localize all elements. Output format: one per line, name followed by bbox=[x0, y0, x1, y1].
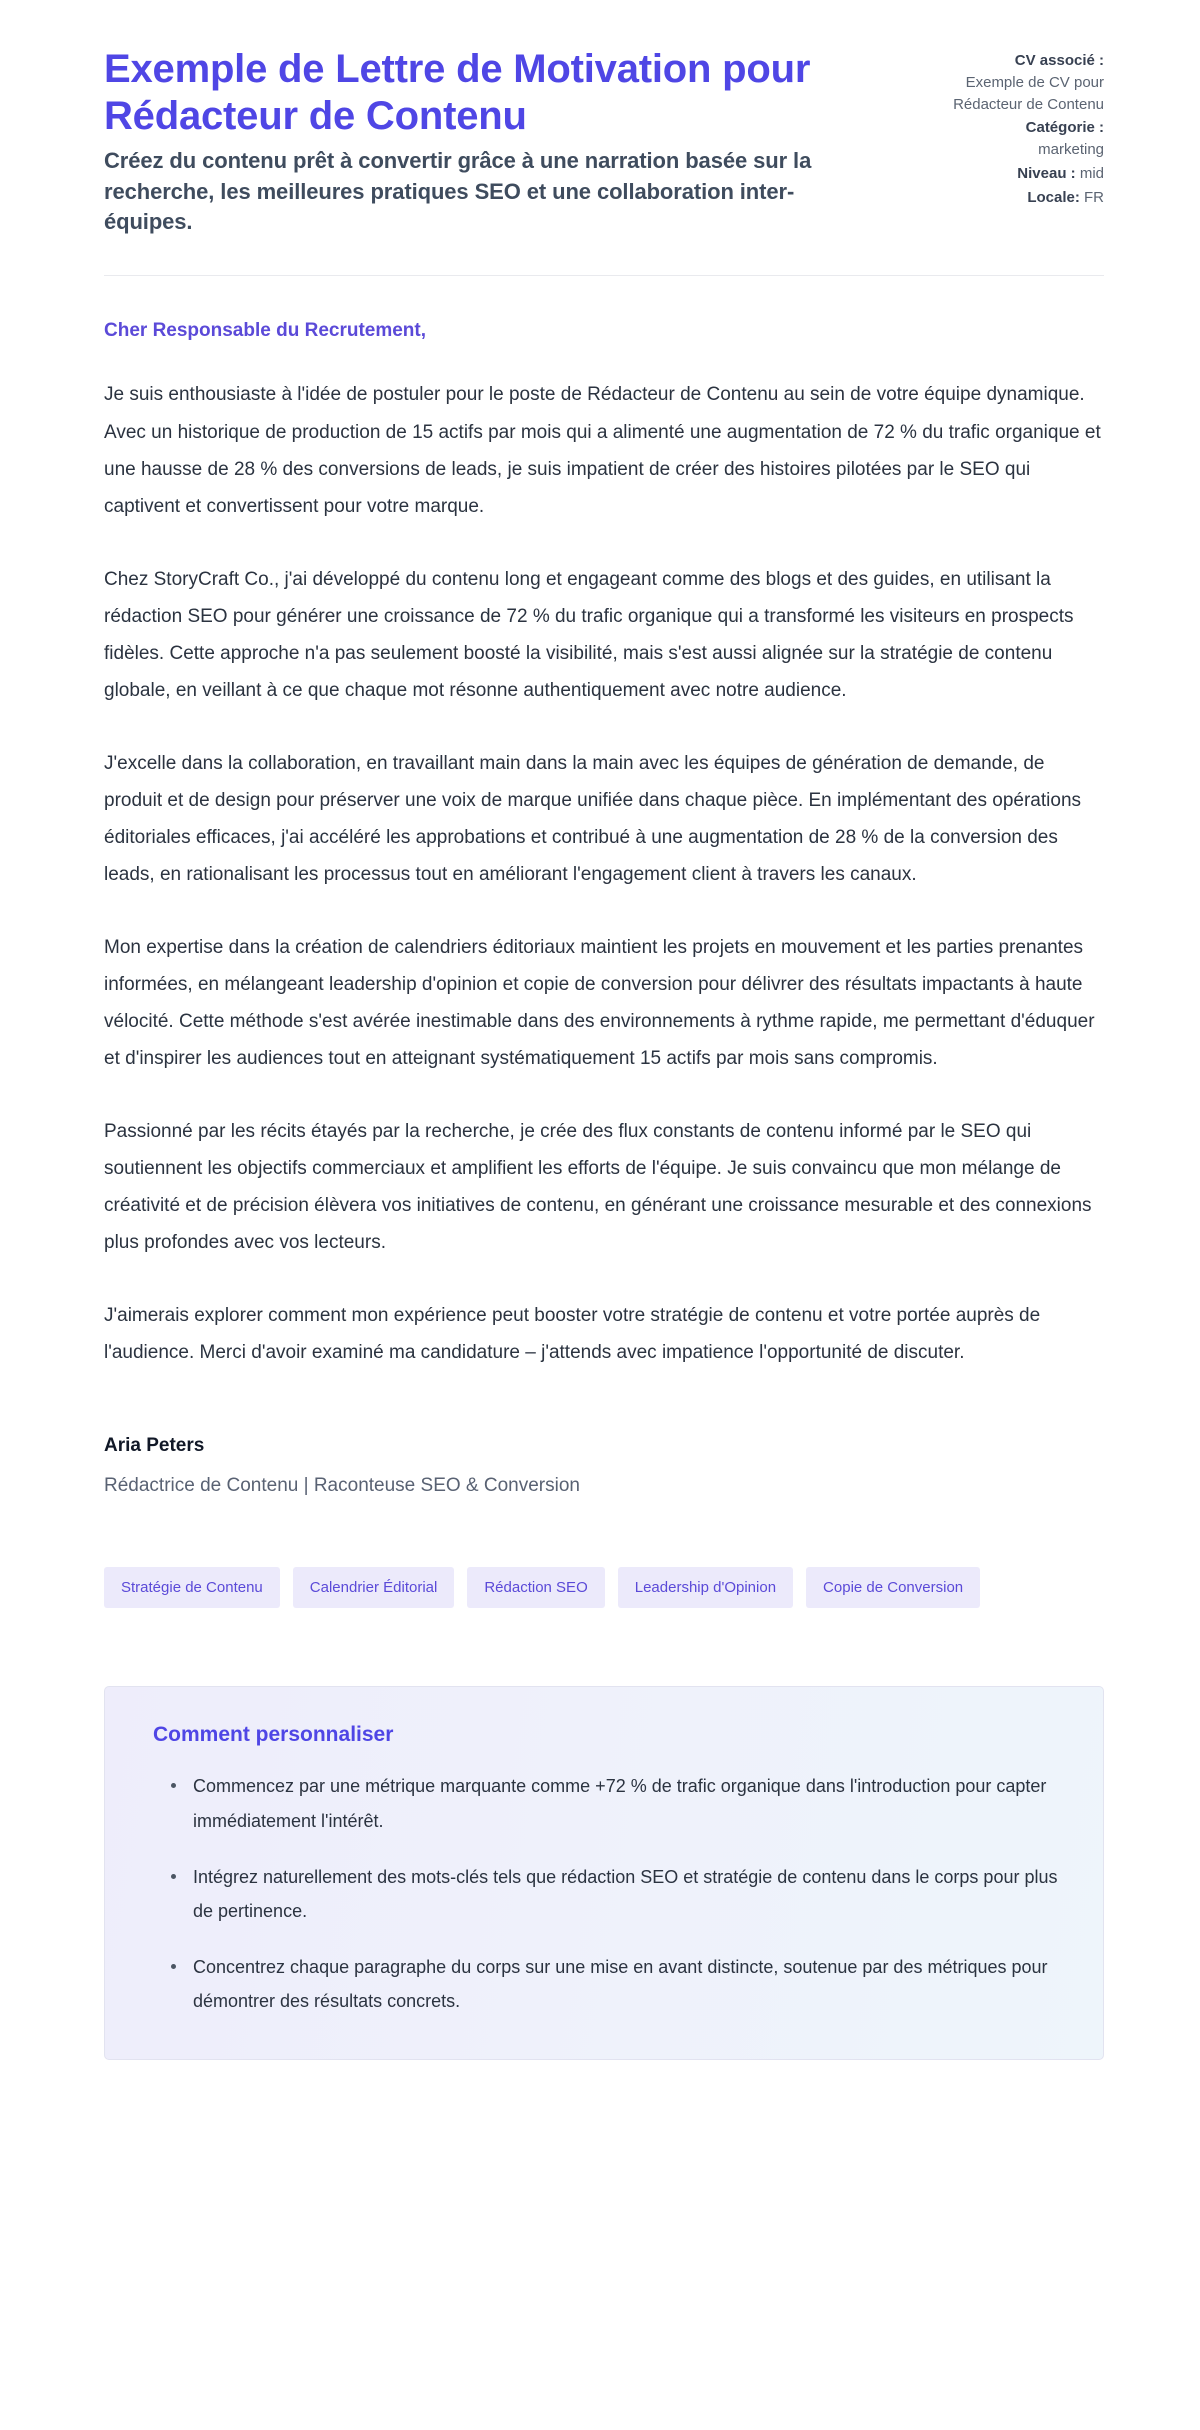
meta-level bbox=[919, 163, 1104, 185]
letter-paragraph: J'excelle dans la collaboration, en travaillant main dans la main avec les équipes de génération de demande, de produit et de design pour préserver une voix de marque unifiée dans chaque pièce. En implémentant des opérations éditoriales efficaces, j'ai accéléré les approbations et contribué à une augmentation de 28 % de la conversion des leads, en rationalisant les processus tout en améliorant l'engagement client à travers les canaux. bbox=[104, 752, 1082, 885]
meta-locale bbox=[919, 187, 1104, 209]
document-meta-panel bbox=[919, 46, 1104, 210]
header-title-group bbox=[104, 46, 864, 237]
page-subtitle: Créez du contenu prêt à convertir grâce à une narration basée sur la recherche, les meilleures pratiques SEO et une collaboration inter-équipes. bbox=[104, 148, 812, 235]
callout-title: Comment personnaliser bbox=[153, 1723, 394, 1747]
meta-level-label: Niveau : bbox=[1017, 164, 1076, 182]
callout-tip-item: Intégrez naturellement des mots-clés tels que rédaction SEO et stratégie de contenu dans le corps pour plus de pertinence. bbox=[171, 1860, 1063, 1928]
skill-tag[interactable]: Calendrier Éditorial bbox=[293, 1567, 455, 1608]
meta-locale-label: Locale: bbox=[1027, 188, 1080, 206]
skill-tag-list bbox=[104, 1567, 1004, 1608]
callout-tip-item: Commencez par une métrique marquante comme +72 % de trafic organique dans l'introduction pour capter immédiatement l'intérêt. bbox=[171, 1769, 1063, 1837]
meta-locale-value: FR bbox=[1084, 188, 1104, 206]
letter-paragraph: Passionné par les récits étayés par la recherche, je crée des flux constants de contenu informé par le SEO qui soutiennent les objectifs commerciaux et amplifient les efforts de l'équipe. Je suis convaincu que mon mélange de créativité et de précision élèvera vos initiatives de contenu, en générant une croissance mesurable et des connexions plus profondes avec vos lecteurs. bbox=[104, 1121, 1092, 1254]
skill-tag[interactable]: Leadership d'Opinion bbox=[618, 1567, 793, 1608]
meta-level-value: mid bbox=[1079, 164, 1104, 182]
signature-role: Rédactrice de Contenu | Raconteuse SEO & Conversion bbox=[104, 1475, 580, 1497]
callout-tip-item: Concentrez chaque paragraphe du corps sur une mise en avant distincte, soutenue par des métriques pour démontrer des résultats concrets. bbox=[171, 1950, 1063, 2018]
letter-body bbox=[104, 276, 1104, 2059]
meta-category bbox=[919, 117, 1104, 161]
meta-related-cv-label: CV associé : bbox=[1014, 52, 1104, 69]
letter-paragraph: Mon expertise dans la création de calendriers éditoriaux maintient les projets en mouvement et les parties prenantes informées, en mélangeant leadership d'opinion et copie de conversion pour délivrer des résultats impactants à haute vélocité. Cette méthode s'est avérée inestimable dans des environnements à rythme rapide, me permettant d'éduquer et d'inspirer les audiences tout en atteignant systématiquement 15 actifs par mois sans compromis. bbox=[104, 937, 1095, 1070]
customization-callout bbox=[104, 1686, 1104, 2059]
letter-salutation: Cher Responsable du Recrutement, bbox=[104, 320, 427, 342]
meta-category-value: marketing bbox=[1038, 141, 1104, 158]
meta-related-cv bbox=[919, 50, 1104, 115]
page-title: Exemple de Lettre de Motivation pour Rédacteur de Contenu bbox=[104, 47, 811, 139]
callout-tip-list bbox=[139, 1769, 1063, 2018]
letter-paragraphs bbox=[104, 376, 1104, 1371]
skill-tag[interactable]: Stratégie de Contenu bbox=[104, 1567, 280, 1608]
page-header bbox=[104, 46, 1104, 237]
letter-paragraph: Je suis enthousiaste à l'idée de postuler pour le poste de Rédacteur de Contenu au sein de votre équipe dynamique. Avec un historique de production de 15 actifs par mois qui a alimenté une augmentation de 72 % du trafic organique et une hausse de 28 % des conversions de leads, je suis impatient de créer des histoires pilotées par le SEO qui captivent et convertissent pour votre marque. bbox=[104, 384, 1101, 517]
letter-paragraph: J'aimerais explorer comment mon expérience peut booster votre stratégie de contenu et votre portée auprès de l'audience. Merci d'avoir examiné ma candidature – j'attends avec impatience l'opportunité de discuter. bbox=[104, 1305, 1041, 1364]
meta-category-label: Catégorie : bbox=[1025, 119, 1104, 137]
skill-tag[interactable]: Copie de Conversion bbox=[806, 1567, 980, 1608]
skill-tag[interactable]: Rédaction SEO bbox=[467, 1567, 604, 1608]
letter-paragraph: Chez StoryCraft Co., j'ai développé du contenu long et engageant comme des blogs et des guides, en utilisant la rédaction SEO pour générer une croissance de 72 % du trafic organique qui a transformé les visiteurs en prospects fidèles. Cette approche n'a pas seulement boosté la visibilité, mais s'est aussi alignée sur la stratégie de contenu globale, en veillant à ce que chaque mot résonne authentiquement avec notre audience. bbox=[104, 568, 1074, 701]
meta-related-cv-value[interactable]: Exemple de CV pour Rédacteur de Contenu bbox=[953, 73, 1104, 113]
signature-name: Aria Peters bbox=[104, 1435, 205, 1457]
signature-block bbox=[104, 1435, 1104, 1497]
